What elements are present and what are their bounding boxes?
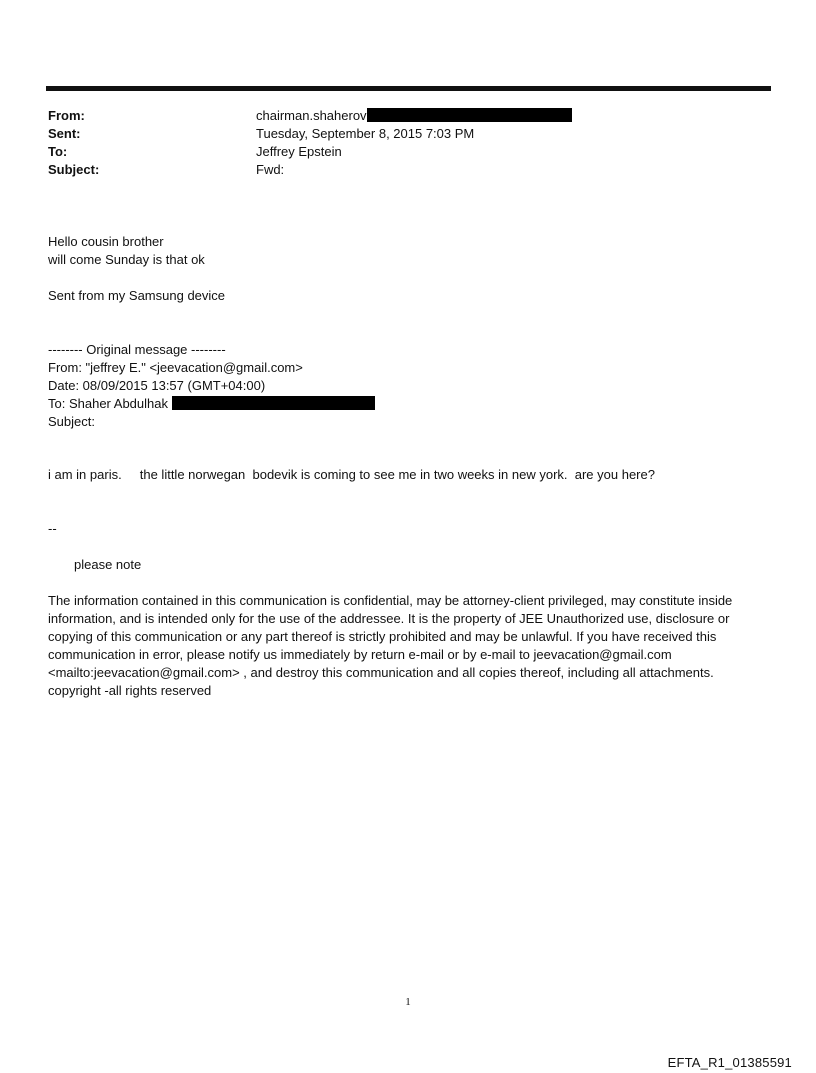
original-date: Date: 08/09/2015 13:57 (GMT+04:00): [48, 378, 266, 393]
original-message-header: [48, 341, 768, 431]
original-message-body: [48, 466, 768, 484]
email-header: [48, 107, 768, 179]
sent-label: Sent:: [48, 126, 81, 141]
subject-row: [48, 161, 768, 179]
original-to-line: [48, 395, 768, 413]
sent-row: [48, 125, 768, 143]
message-body: [48, 233, 768, 269]
redaction-box: [367, 108, 572, 122]
dashes: --: [48, 521, 57, 536]
from-address: chairman.shaherov: [256, 108, 367, 123]
redaction-box: [172, 396, 375, 410]
device-signature: Sent from my Samsung device: [48, 288, 226, 303]
confidentiality-disclaimer: The information contained in this communication is confidential, may be attorney-client privileged, may constitute inside information, and is intended only for the use of the addressee. It is the property of JEE Unauthorized use, disclosure or copying of this communication or any part thereof is strictly prohibited and may be unlawful. If you have received this communication in error, please notify us immediately by return e-mail or by e-mail to jeevacation@gmail.com <mailto:jeevacation@gmail.com> , and destroy this communication and all copies thereof, including all attachments. copyright -all rights reserved: [48, 593, 733, 698]
signature-block: [48, 287, 768, 305]
page-number: 1: [405, 996, 411, 1008]
from-label: From:: [48, 108, 85, 123]
subject-label: Subject:: [48, 162, 100, 177]
original-message-text: i am in paris. the little norwegan bodevik is coming to see me in two weeks in new york. are you here?: [48, 467, 655, 482]
original-to: To: Shaher Abdulhak: [48, 396, 168, 411]
note-block: [48, 556, 768, 574]
body-line: will come Sunday is that ok: [48, 252, 205, 267]
please-note: please note: [74, 557, 142, 572]
original-subject: Subject:: [48, 414, 95, 429]
original-separator: -------- Original message --------: [48, 342, 226, 357]
header-rule: [46, 86, 771, 91]
to-value: Jeffrey Epstein: [256, 144, 342, 159]
subject-value: Fwd:: [256, 162, 285, 177]
to-row: [48, 143, 768, 161]
original-from: From: "jeffrey E." <jeevacation@gmail.com>: [48, 360, 303, 375]
document-id: EFTA_R1_01385591: [667, 1055, 792, 1070]
greeting-line: Hello cousin brother: [48, 234, 164, 249]
sent-value: Tuesday, September 8, 2015 7:03 PM: [256, 126, 475, 141]
from-row: [48, 107, 768, 125]
to-label: To:: [48, 144, 68, 159]
from-value: [256, 107, 768, 125]
signature-dashes: [48, 520, 768, 538]
